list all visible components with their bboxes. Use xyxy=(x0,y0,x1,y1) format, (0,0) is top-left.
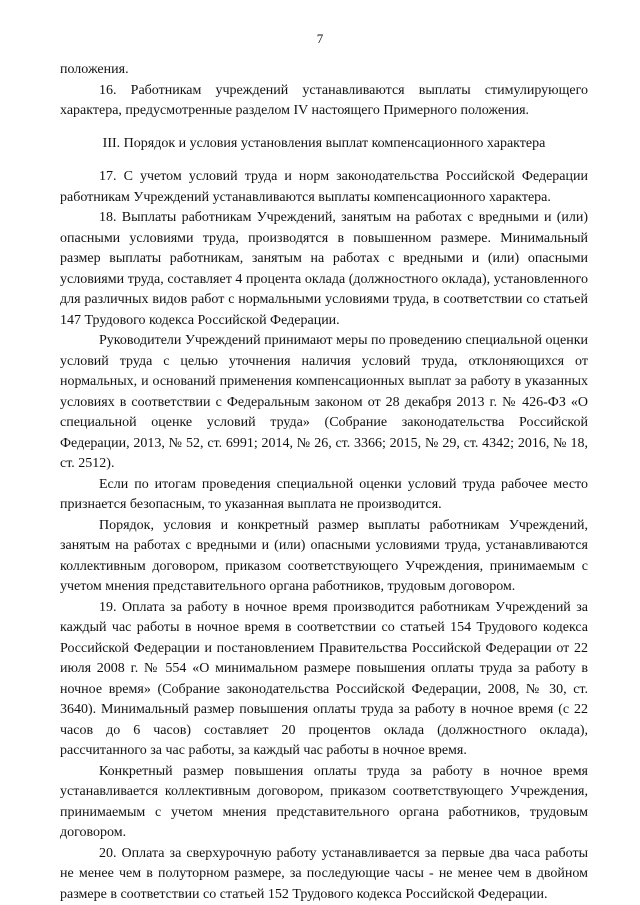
paragraph-18-procedure: Порядок, условия и конкретный размер выплаты работникам Учреждений, занятым на работах с вредными и (или) опасными условиями труда, устанавливаются коллективным договором, приказом соответствующего Учреждения, принимаемым с учетом мнения представительного органа работников, трудовым договором. xyxy=(60,517,588,594)
paragraph-18: 18. Выплаты работникам Учреждений, занятым на работах с вредными и (или) опасными условиями труда, производятся в повышенном размере. Минимальный размер выплаты работникам, занятым на работах с вредными и (или) опасными условиями труда, составляет 4 процента оклада (должностного оклада), установленного для различных видов работ с нормальными условиями труда, в соответствии со статьей 147 Трудового кодекса Российской Федерации. xyxy=(60,210,588,328)
paragraph-20: 20. Оплата за сверхурочную работу устанавливается за первые два часа работы не менее чем в полуторном размере, за последующие часы - не менее чем в двойном размере в соответствии со статьей 152 Трудового кодекса Российской Федерации. xyxy=(60,845,588,902)
paragraph-17: 17. С учетом условий труда и норм законодательства Российской Федерации работникам Учреждений устанавливаются выплаты компенсационного характера. xyxy=(60,169,588,205)
paragraph-continuation: положения. xyxy=(60,62,129,77)
page-number: 7 xyxy=(316,31,324,46)
paragraph-19-specific-amount: Конкретный размер повышения оплаты труда за работу в ночное время устанавливается коллективным договором, приказом соответствующего Учреждения, принимаемым с учетом мнения представительного органа работников, трудовым договором. xyxy=(60,763,588,840)
section-heading: III. Порядок и условия установления выплат компенсационного характера xyxy=(102,135,546,151)
paragraph-18-safe-workplace: Если по итогам проведения специальной оценки условий труда рабочее место признается безопасным, то указанная выплата не производится. xyxy=(60,476,588,512)
document-body xyxy=(60,60,588,905)
paragraph-19: 19. Оплата за работу в ночное время производится работникам Учреждений за каждый час работы в ночное время в соответствии со статьей 154 Трудового кодекса Российской Федерации и постановлением Правительства Российской Федерации от 22 июля 2008 г. № 554 «О минимальном размере повышения оплаты труда за работу в ночное время» (Собрание законодательства Российской Федерации, 2008, № 30, ст. 3640). Минимальный размер повышения оплаты труда за работу в ночное время (с 22 часов до 6 часов) составляет 20 процентов оклада (должностного оклада), рассчитанного за час работы, за каждый час работы в ночное время. xyxy=(60,599,588,758)
paragraph-18-special-assessment: Руководители Учреждений принимают меры по проведению специальной оценки условий труда с целью уточнения наличия условий труда, отклоняющихся от нормальных, и оснований применения компенсационных выплат за работу в указанных условиях в соответствии с Федеральным законом от 28 декабря 2013 г. № 426-ФЗ «О специальной оценке условий труда» (Собрание законодательства Российской Федерации, 2013, № 52, ст. 6991; 2014, № 26, ст. 3366; 2015, № 29, ст. 4342; 2016, № 18, ст. 2512). xyxy=(60,333,588,471)
paragraph-16: 16. Работникам учреждений устанавливаются выплаты стимулирующего характера, предусмотренные разделом IV настоящего Примерного положения. xyxy=(60,82,588,118)
